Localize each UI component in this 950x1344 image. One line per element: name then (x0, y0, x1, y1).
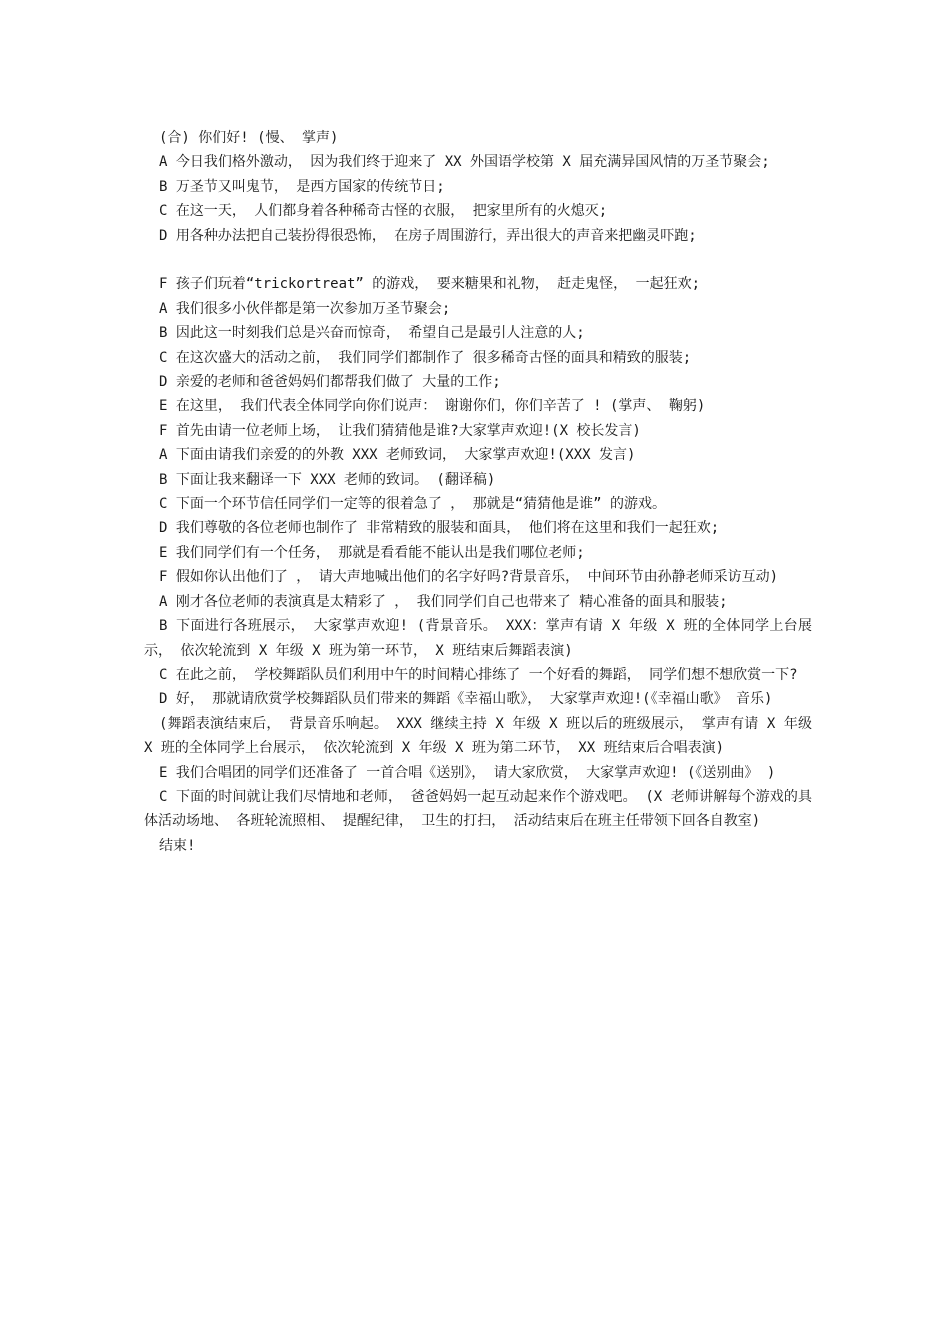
paragraph: F 首先由请一位老师上场， 让我们猜猜他是谁?大家掌声欢迎!(X 校长发言) (159, 422, 641, 439)
paragraph: E 我们同学们有一个任务， 那就是看看能不能认出是我们哪位老师; (159, 544, 585, 561)
paragraph: A 下面由请我们亲爱的的外教 XXX 老师致词， 大家掌声欢迎!(XXX 发言) (159, 447, 636, 464)
paragraph: A 我们很多小伙伴都是第一次参加万圣节聚会; (159, 300, 451, 317)
paragraph: D 我们尊敬的各位老师也制作了 非常精致的服装和面具， 他们将在这里和我们一起狂欢; (159, 520, 720, 537)
paragraph: C 下面一个环节信任同学们一定等的很着急了 ， 那就是“猜猜他是谁” 的游戏。 (159, 496, 666, 513)
paragraph: E 在这里， 我们代表全体同学向你们说声： 谢谢你们，你们辛苦了 ! (掌声、 鞠躬) (159, 398, 706, 415)
paragraph: 结束! (159, 837, 196, 854)
paragraph: B 万圣节又叫鬼节， 是西方国家的传统节日; (159, 178, 445, 195)
blank-line (144, 248, 812, 272)
paragraph: A 今日我们格外激动， 因为我们终于迎来了 XX 外国语学校第 X 届充满异国风情的万圣节聚会; (159, 154, 770, 171)
document-body (144, 126, 821, 858)
paragraph: D 用各种办法把自己装扮得很恐怖， 在房子周围游行，弄出很大的声音来把幽灵吓跑; (159, 227, 697, 244)
paragraph: C 在这次盛大的活动之前， 我们同学们都制作了 很多稀奇古怪的面具和精致的服装; (159, 349, 692, 366)
paragraph: F 孩子们玩着“trickortreat” 的游戏， 要来糖果和礼物， 赶走鬼怪， 一起狂欢; (159, 276, 701, 293)
paragraph: B 下面让我来翻译一下 XXX 老师的致词。 (翻译稿) (159, 471, 496, 488)
paragraph: D 亲爱的老师和爸爸妈妈们都帮我们做了 大量的工作; (159, 374, 501, 391)
paragraph: B 下面进行各班展示， 大家掌声欢迎! (背景音乐。 XXX：掌声有请 X 年级 X 班的全体同学上台展示， 依次轮流到 X 年级 X 班为第一环节， X 班结束后舞蹈表演) (144, 618, 812, 659)
paragraph: C 在此之前， 学校舞蹈队员们利用中午的时间精心排练了 一个好看的舞蹈， 同学们想不想欣赏一下? (159, 666, 798, 683)
paragraph: E 我们合唱团的同学们还准备了 一首合唱《送别》， 请大家欣赏， 大家掌声欢迎! (《送别曲》 ) (159, 764, 776, 781)
paragraph: (舞蹈表演结束后， 背景音乐响起。 XXX 继续主持 X 年级 X 班以后的班级展示， 掌声有请 X 年级 X 班的全体同学上台展示， 依次轮流到 X 年级 X 班为第二环节， XX 班结束后合唱表演) (144, 715, 821, 757)
paragraph: C 在这一天， 人们都身着各种稀奇古怪的衣服， 把家里所有的火熄灭; (159, 203, 608, 220)
paragraph: C 下面的时间就让我们尽情地和老师， 爸爸妈妈一起互动起来作个游戏吧。 (X 老师讲解每个游戏的具体活动场地、 各班轮流照相、 提醒纪律， 卫生的打扫， 活动结束后在班主任带领下回各自教室) (144, 788, 812, 830)
paragraph: D 好， 那就请欣赏学校舞蹈队员们带来的舞蹈《幸福山歌》， 大家掌声欢迎!(《幸福山歌》 音乐) (159, 691, 773, 708)
paragraph: F 假如你认出他们了 ， 请大声地喊出他们的名字好吗?背景音乐， 中间环节由孙静老师采访互动) (159, 569, 778, 586)
paragraph: B 因此这一时刻我们总是兴奋而惊奇， 希望自己是最引人注意的人; (159, 325, 585, 342)
paragraph: (合) 你们好! (慢、 掌声) (159, 130, 339, 146)
paragraph: A 刚才各位老师的表演真是太精彩了 ， 我们同学们自己也带来了 精心准备的面具和服装; (159, 593, 728, 610)
